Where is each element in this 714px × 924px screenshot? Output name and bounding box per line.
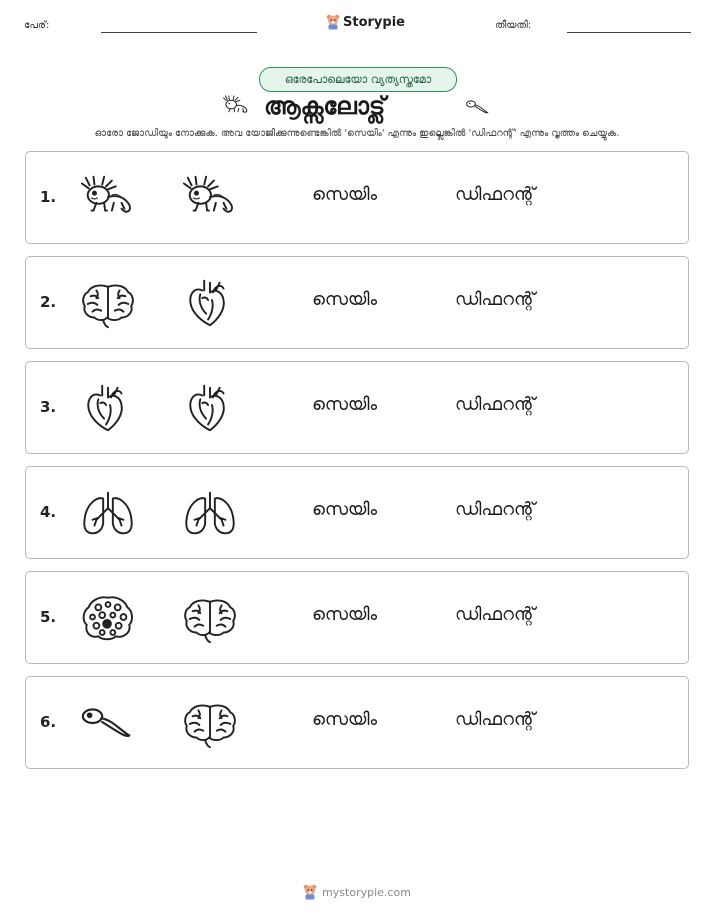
footer-url[interactable]: mystorypie.com: [322, 885, 411, 899]
storypie-logo: [326, 14, 405, 30]
same-option[interactable]: സെയിം: [312, 499, 378, 520]
heart-icon: [181, 382, 239, 434]
row-number: 4.: [40, 503, 57, 521]
egg-cluster-icon: [79, 592, 137, 644]
same-option[interactable]: സെയിം: [312, 394, 378, 415]
name-label: പേര്:: [24, 20, 50, 31]
brain-icon: [79, 277, 137, 329]
date-label: തീയതി:: [495, 20, 532, 31]
different-option[interactable]: ഡിഫറന്റ്: [455, 394, 536, 415]
same-option[interactable]: സെയിം: [312, 289, 378, 310]
brain-icon: [181, 592, 239, 644]
different-option[interactable]: ഡിഫറന്റ്: [455, 184, 536, 205]
row-number: 5.: [40, 608, 57, 626]
bear-logo-icon: [326, 14, 340, 30]
heart-icon: [79, 382, 137, 434]
axolotl-icon: [79, 172, 137, 224]
pair-row: [25, 256, 689, 349]
axolotl-icon: [218, 94, 254, 118]
different-option[interactable]: ഡിഫറന്റ്: [455, 604, 536, 625]
same-option[interactable]: സെയിം: [312, 709, 378, 730]
pair-row: [25, 361, 689, 454]
different-option[interactable]: ഡിഫറന്റ്: [455, 709, 536, 730]
activity-badge: ഒരേപോലെയോ വ്യത്യസ്തമോ: [259, 67, 457, 92]
row-number: 2.: [40, 293, 57, 311]
different-option[interactable]: ഡിഫറന്റ്: [455, 289, 536, 310]
lungs-icon: [79, 487, 137, 539]
same-option[interactable]: സെയിം: [312, 184, 378, 205]
axolotl-icon: [181, 172, 239, 224]
tadpole-icon: [79, 697, 137, 749]
row-number: 1.: [40, 188, 57, 206]
same-option[interactable]: സെയിം: [312, 604, 378, 625]
pair-row: [25, 571, 689, 664]
pair-row: [25, 676, 689, 769]
footer: [0, 884, 714, 900]
worksheet-header: [0, 14, 714, 44]
row-number: 3.: [40, 398, 57, 416]
logo-text: Storypie: [343, 14, 405, 30]
different-option[interactable]: ഡിഫറന്റ്: [455, 499, 536, 520]
lungs-icon: [181, 487, 239, 539]
pair-row: [25, 466, 689, 559]
row-number: 6.: [40, 713, 57, 731]
brain-icon: [181, 697, 239, 749]
title-row: [0, 92, 714, 124]
name-field[interactable]: [101, 32, 257, 33]
page-title: ആക്സലോട്ല്: [264, 92, 386, 120]
bear-logo-icon: [303, 884, 317, 900]
pair-row: [25, 151, 689, 244]
instructions: ഓരോ ജോഡിയും നോക്കുക. അവ യോജിക്കുന്നുണ്ടെങ്കിൽ 'സെയിം' എന്നും ഇല്ലെങ്കിൽ 'ഡിഫറന്റ്' എന്നും വൃത്തം ചെയ്യുക.: [94, 128, 620, 139]
tadpole-icon: [462, 96, 494, 118]
date-field[interactable]: [567, 32, 691, 33]
heart-icon: [181, 277, 239, 329]
